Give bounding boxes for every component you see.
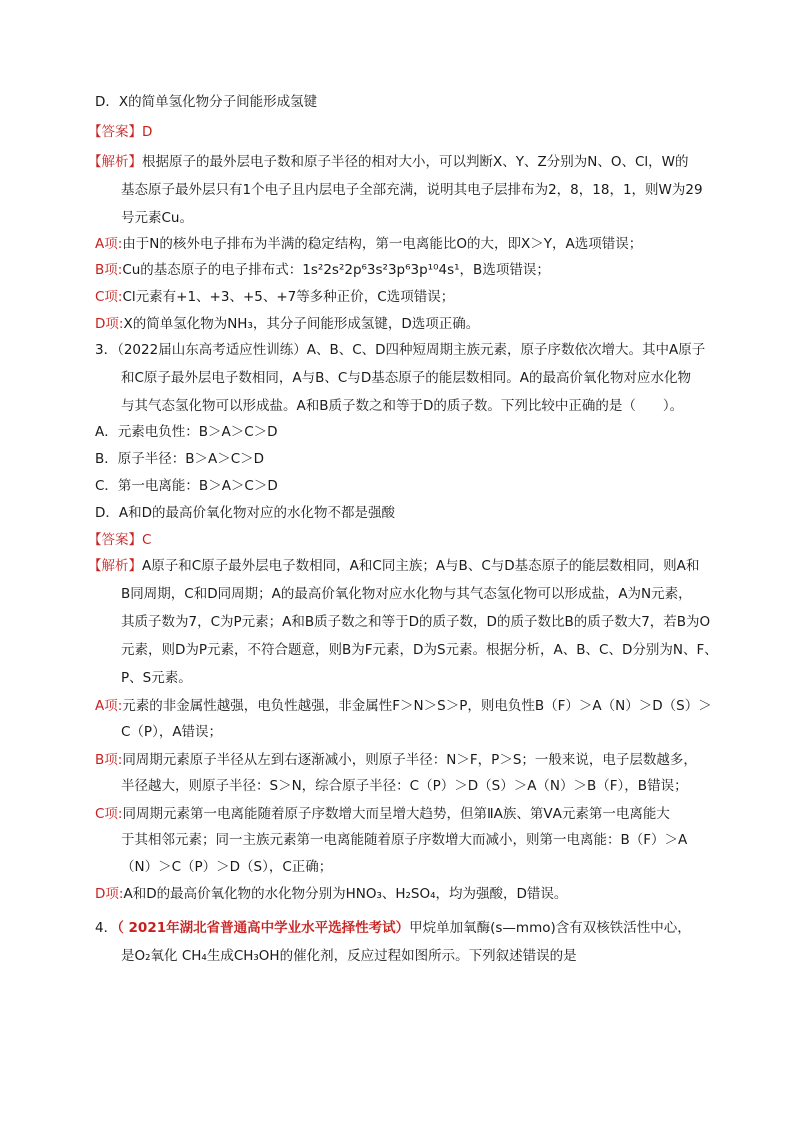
q3-option-b: B．原子半径：B＞A＞C＞D [95,451,265,467]
q3-stem-line-2: 和C原子最外层电子数相同，A与B、C与D基态原子的能层数相同。A的最高价氧化物对应水化物 [121,370,691,386]
answer-value: C [142,532,152,548]
q3-item-c-line-1: C项:同周期元素第一电离能随着原子序数增大而呈增大趋势，但第ⅡA族、第ⅤA元素第一电离能大 [95,806,670,822]
item-label: B项: [95,752,123,768]
analysis-label: 【解析】 [88,154,142,170]
q2-analysis-line-3: 号元素Cu。 [121,210,193,226]
q3-option-a: A．元素电负性：B＞A＞C＞D [95,424,278,440]
q3-item-a-line-1: A项:元素的非金属性越强，电负性越强，非金属性F＞N＞S＞P，则电负性B（F）＞A（N）＞D（S）＞ [95,698,712,714]
q3-analysis-line-5: P、S元素。 [121,670,192,686]
q4-number: 4． [95,920,118,936]
item-label: C项: [95,289,123,305]
q3-source: 3．（2022届山东高考适应性训练） [95,342,307,358]
item-label: D项: [95,886,124,902]
q2-analysis-line-2: 基态原子最外层只有1个电子且内层电子全部充满，说明其电子层排布为2，8，18，1，则W为29 [121,182,703,198]
q4-stem-line-2: 是O₂氧化 CH₄生成CH₃OH的催化剂，反应过程如图所示。下列叙述错误的是 [121,948,577,964]
q2-answer [88,122,152,142]
q3-stem-line-1: 3．（2022届山东高考适应性训练）A、B、C、D四种短周期主族元素，原子序数依次增大。其中A原子 [95,342,706,358]
item-label: B项: [95,262,123,278]
q2-item-c: C项:Cl元素有+1、+3、+5、+7等多种正价，C选项错误； [95,289,455,305]
q3-stem-line-3: 与其气态氢化物可以形成盐。A和B质子数之和等于D的质子数。下列比较中正确的是（ ）。 [121,398,684,414]
answer-value: D [142,124,153,140]
item-label: A项: [95,236,123,252]
q3-item-c-line-2: 于其相邻元素；同一主族元素第一电离能随着原子序数增大而减小，则第一电离能：B（F）＞A [121,832,688,848]
q3-option-c: C．第一电离能：B＞A＞C＞D [95,478,278,494]
q3-analysis-line-1: 【解析】A原子和C原子最外层电子数相同，A和C同主族；A与B、C与D基态原子的能层数相同，则A和 [88,558,700,574]
q4-stem-line-1: 4．（ 2021年湖北省普通高中学业水平选择性考试）甲烷单加氧酶(s—mmo)含有双核铁活性中心， [95,920,691,936]
q2-option-d: D．X的简单氢化物分子间能形成氢键 [95,94,318,110]
q4-source: （ 2021年湖北省普通高中学业水平选择性考试） [117,920,410,936]
analysis-label: 【解析】 [88,558,142,574]
q3-item-b-line-1: B项:同周期元素原子半径从左到右逐渐减小，则原子半径：N＞F，P＞S；一般来说，电子层数越多， [95,752,697,768]
answer-label: 【答案】 [88,124,142,140]
q2-item-d: D项:X的简单氢化物为NH₃，其分子间能形成氢键，D选项正确。 [95,316,480,332]
q3-item-a-line-2: C（P），A错误； [121,724,223,740]
q3-option-d: D．A和D的最高价氧化物对应的水化物不都是强酸 [95,505,396,521]
q3-item-d: D项:A和D的最高价氧化物的水化物分别为HNO₃、H₂SO₄，均为强酸，D错误。 [95,886,568,902]
q3-analysis-line-3: 其质子数为7，C为P元素；A和B质子数之和等于D的质子数，D的质子数比B的质子数大7，若B为O [121,614,711,630]
q3-analysis-line-2: B同周期，C和D同周期；A的最高价氧化物对应水化物与其气态氢化物可以形成盐，A为N元素， [121,586,692,602]
answer-label: 【答案】 [88,532,142,548]
q3-answer [88,530,151,550]
item-label: D项: [95,316,124,332]
q2-item-a: A项:由于N的核外电子排布为半满的稳定结构，第一电离能比O的大，即X＞Y，A选项错误； [95,236,643,252]
q3-item-c-line-3: （N）＞C（P）＞D（S），C正确； [121,859,333,875]
q2-analysis-line-1: 【解析】根据原子的最外层电子数和原子半径的相对大小，可以判断X、Y、Z分别为N、O、Cl，W的 [88,154,689,170]
item-label: A项: [95,698,123,714]
q2-item-b: B项:Cu的基态原子的电子排布式：1s²2s²2p⁶3s²3p⁶3p¹⁰4s¹，B选项错误； [95,262,550,278]
q3-item-b-line-2: 半径越大，则原子半径：S＞N，综合原子半径：C（P）＞D（S）＞A（N）＞B（F），B错误； [121,778,688,794]
item-label: C项: [95,806,123,822]
q3-analysis-line-4: 元素，则D为P元素，不符合题意，则B为F元素，D为S元素。根据分析，A、B、C、D分别为N、F、 [121,642,718,658]
